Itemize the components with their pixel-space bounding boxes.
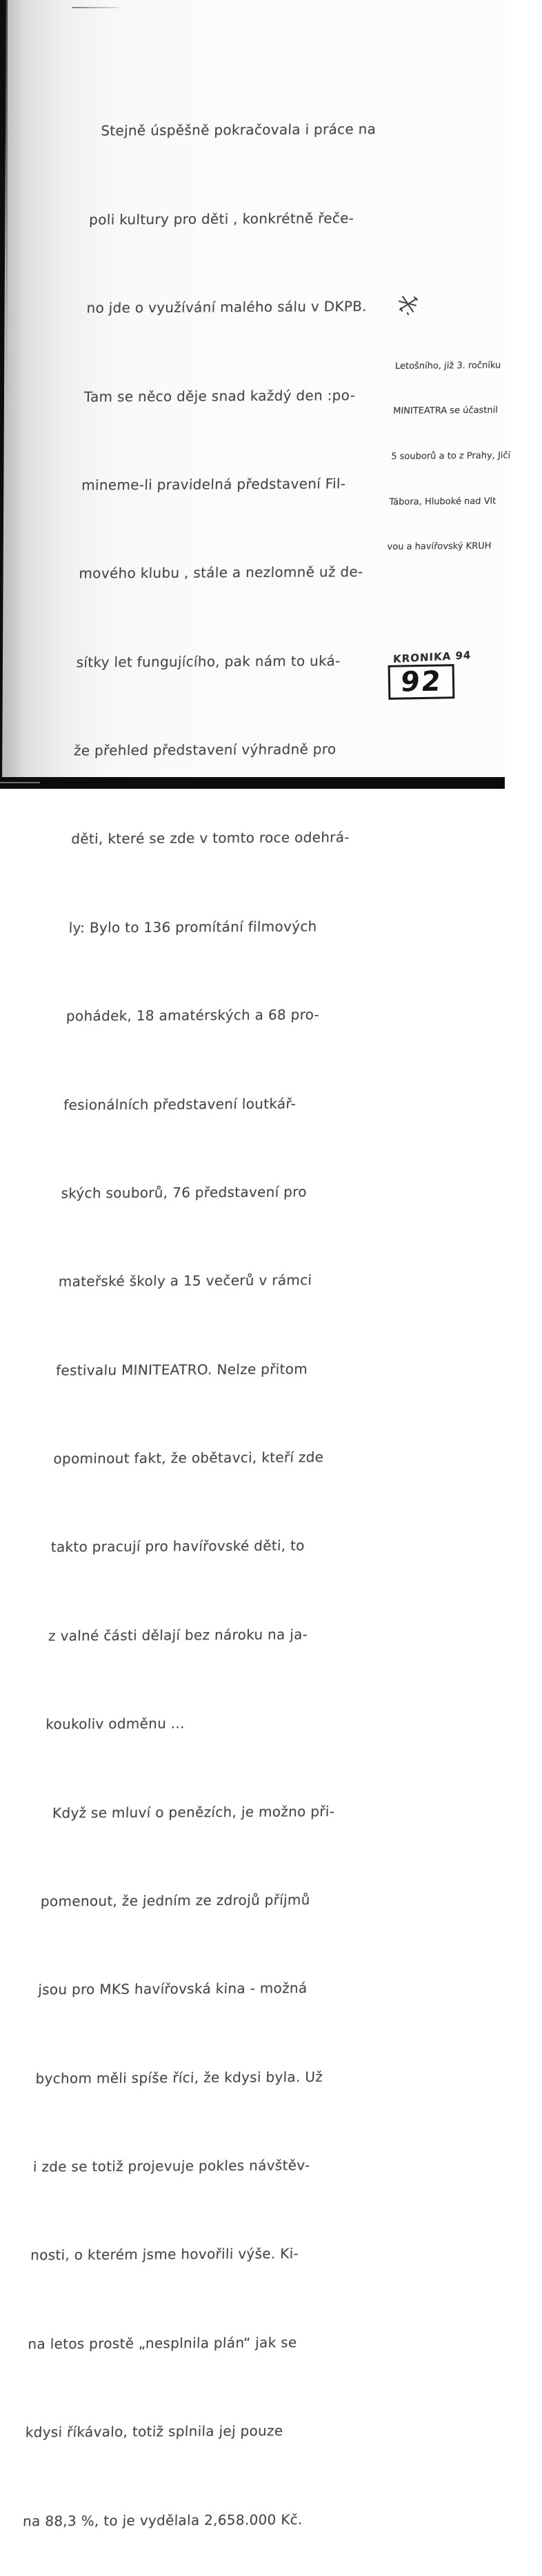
text-line: z valné části dělají bez nároku na ja-	[48, 1625, 308, 1644]
scan-edge-dash	[0, 782, 40, 783]
page-number-box	[388, 664, 455, 700]
asterisk-icon	[397, 294, 419, 316]
text-line: mového klubu , stále a nezlomně už de-	[79, 563, 363, 582]
text-line: poli kultury pro děti , konkrétně řeče-	[88, 209, 354, 228]
text-line: jsou pro MKS havířovská kina - možná	[37, 1980, 308, 1998]
text-line: festivalu MINITEATRO. Nelze přitom	[55, 1360, 308, 1379]
faint-pencil-mark	[72, 7, 119, 8]
chronicle-label: KRONIKA 94	[392, 649, 472, 665]
margin-note-line: Tábora, Hluboké nad Vlt	[389, 496, 496, 507]
text-line: opominout fakt, že obětavci, kteří zde	[53, 1449, 324, 1467]
text-line: pomenout, že jedním ze zdrojů příjmů	[40, 1891, 311, 1910]
margin-note-line: vou a havířovský KRUH	[387, 541, 492, 553]
text-line: koukoliv odměnu ...	[46, 1715, 185, 1733]
margin-note-line: MINITEATRA se účastnil	[392, 405, 499, 417]
text-line: sítky let fungujícího, pak nám to uká-	[76, 652, 341, 671]
text-line: na letos prostě „nesplnila plán“ jak se	[28, 2333, 297, 2353]
text-line: pohádek, 18 amatérských a 68 pro-	[66, 1006, 320, 1025]
scan-bottom-edge	[0, 777, 505, 789]
margin-note-line: Letošního, již 3. ročníku	[394, 360, 501, 372]
text-line: takto pracují pro havířovské děti, to	[50, 1537, 305, 1556]
text-line: no jde o využívání malého sálu v DKPB.	[86, 298, 368, 316]
margin-annotation	[386, 314, 542, 576]
text-line: bychom měli spíše říci, že kdysi byla. Už	[35, 2068, 323, 2087]
text-line: i zde se totiž projevuje pokles návštěv-	[32, 2157, 310, 2175]
text-line: že přehled představení výhradně pro	[73, 741, 337, 759]
page-number: 92	[399, 665, 443, 698]
text-line: ských souborů, 76 představení pro	[61, 1183, 308, 1202]
book-spine-shadow	[6, 0, 8, 414]
text-line: kdysi říkávalo, totiž splnila jej pouze	[25, 2422, 283, 2441]
text-line: mateřské školy a 15 večerů v rámci	[58, 1271, 312, 1290]
text-line: Stejně úspěšně pokračovala i práce na	[91, 121, 377, 139]
text-line: na 88,3 %, to je vydělala 2,658.000 Kč.	[22, 2510, 303, 2529]
text-line: fesionálních představení loutkář-	[63, 1094, 297, 1114]
text-line: ly: Bylo to 136 promítání filmových	[68, 918, 317, 936]
handwritten-body-text	[21, 30, 434, 2576]
margin-note-line: 5 souborů a to z Prahy, Jičí	[390, 450, 511, 462]
text-line: Když se mluví o penězích, je možno při-	[43, 1802, 335, 1821]
text-line: děti, které se zde v tomto roce odehrá-	[71, 829, 350, 847]
text-line: Tam se něco děje snad každý den :po-	[83, 386, 356, 405]
text-line: mineme-li pravidelná představení Fil-	[81, 475, 346, 494]
text-line: nosti, o kterém jsme hovořili výše. Ki-	[30, 2245, 299, 2264]
